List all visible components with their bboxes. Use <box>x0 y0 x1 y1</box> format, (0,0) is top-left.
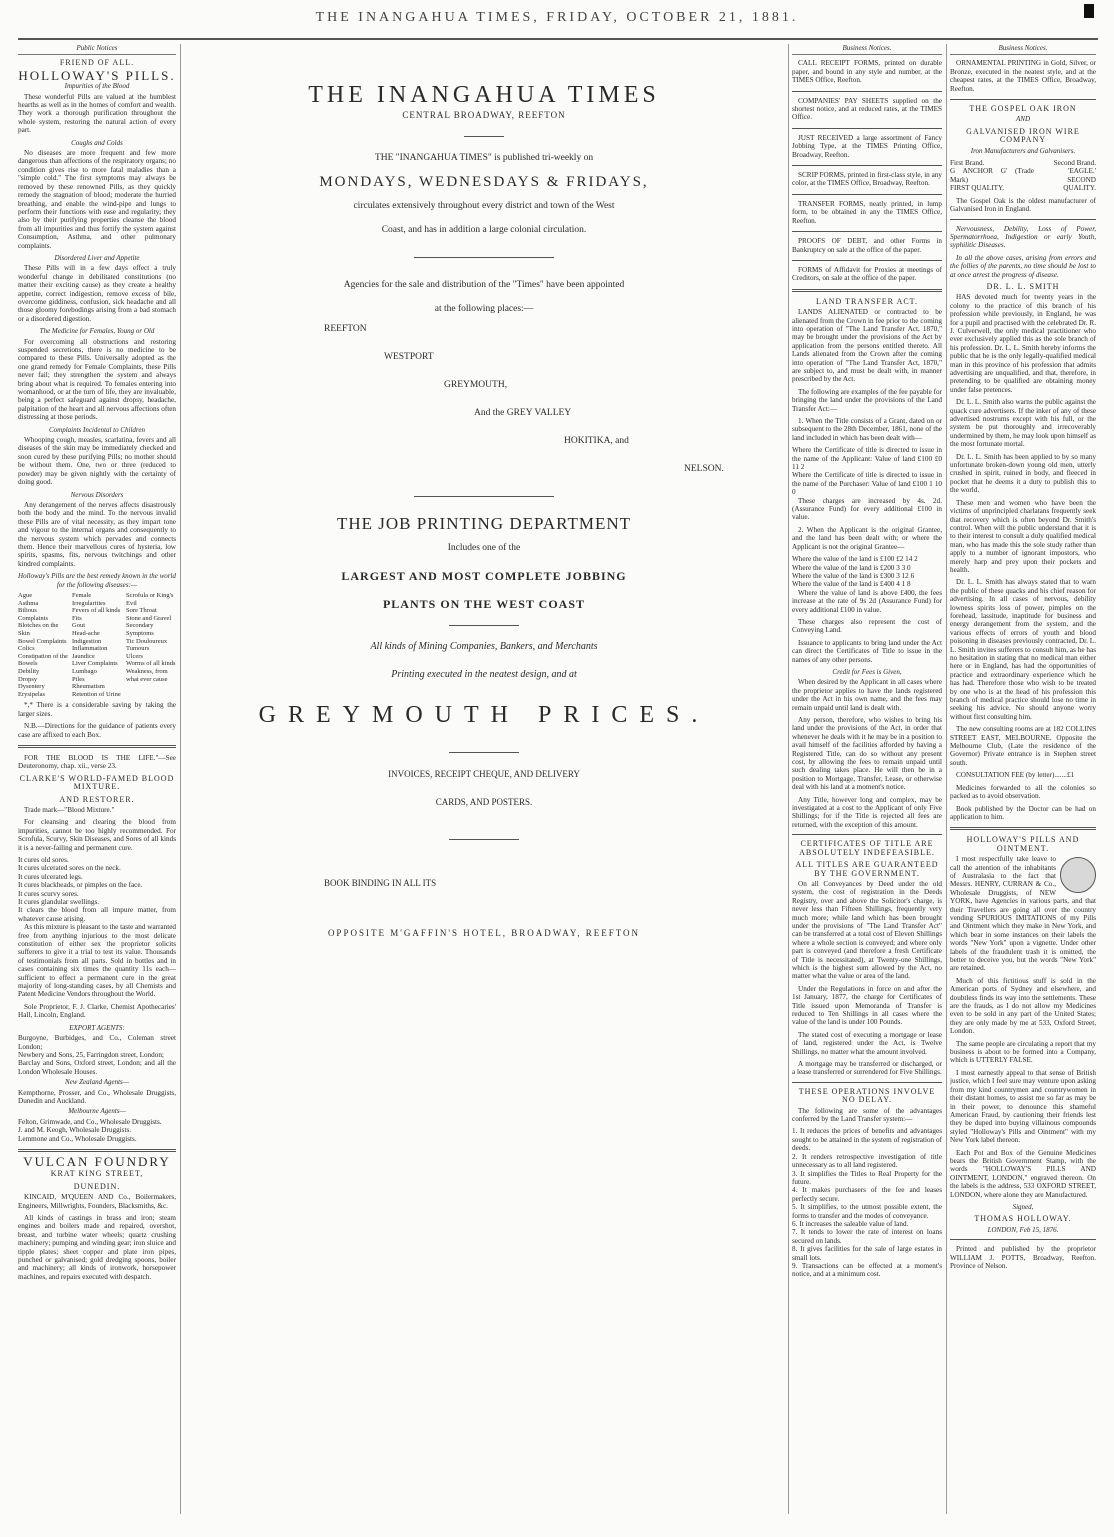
circulation-line: Coast, and has in addition a large colonial circulation. <box>381 225 587 235</box>
paragraph: Sole Proprietor, F. J. Clarke, Chemist Apothecaries' Hall, Lincoln, England. <box>18 1002 176 1020</box>
section-label: Business Notices. <box>950 44 1096 55</box>
rule <box>792 128 942 129</box>
gospel-oak-title-2: GALVANISED IRON WIRE COMPANY <box>966 126 1080 145</box>
paragraph: CONSULTATION FEE (by letter).......£1 <box>956 771 1075 780</box>
fee-label: Where the Certificate of title is directed to issue in the name of the Applicant: Value of land £100 <box>792 446 942 463</box>
paragraph: On all Conveyances by Deed under the old system, the cost of registration in the Deeds Registry, over and above the Solicitor's charge, is never less than Fifteen Shillings, frequently very much more; while land which has been brought under the provisions of "The Land Transfer Act" can be transferred at a total cost of Eleven Shillings where a whole section is conveyed; and where only part is conveyed (and therefore a fresh Certificate of Title is necessitated), at Twenty-one Shillings, which is the highest sum allowed by the Act, no matter what the value or area of the land. <box>792 879 942 981</box>
subheading: Disordered Liver and Appetite <box>54 253 140 262</box>
paragraph: The Gospel Oak is the oldest manufacturer of Galvanised Iron in England. <box>950 196 1096 214</box>
operations-heading: THESE OPERATIONS INVOLVE NO DELAY. <box>798 1086 936 1105</box>
list-item: J. and M. Keogh, Wholesale Druggists. <box>18 1126 132 1135</box>
paragraph: LANDS ALIENATED or contracted to be alienated from the Crown in fee prior to the coming into operation of "The Land Transfer Act, 1870," may be brought under the provisions of the Act by application from the persons entitled thereto. All Lands alienated from the Crown after the coming into operation of "The Land Transfer Act, 1870," are subject to, and must be dealt with, in manner prescribed by the Act. <box>792 308 942 384</box>
fee-amount: 4 1 8 <box>896 580 911 589</box>
paragraph: I most earnestly appeal to that sense of British justice, which I feel sure may venture upon asking from my kind countrymen and countrywomen in their distant homes, to assist me so far as may be in their power, to denounce this shameful American Fraud, by cautioning their friends lest they be duped into buying villainous compounds styled "Holloway's Pills and Ointment" with my New York label thereon. <box>950 1068 1096 1145</box>
paper-title: THE INANGAHUA TIMES <box>308 82 660 108</box>
disease-item: Piles <box>72 675 85 683</box>
paragraph: These charges also represent the cost of Conveying Land. <box>792 617 942 635</box>
paragraph: Book published by the Doctor can be had on application to him. <box>950 804 1096 821</box>
paragraph: I most respectfully take leave to call the attention of the inhabitants of Australasia to the fact that Messrs. HENRY, CURRAN & Co., Wholesale Druggists, of NEW YORK, have Agencies in various parts, and that their Travellers are going all over the country vending SPURIOUS IMITATIONS of my Pills and Ointment which they make in New York, and which bear in some instances on their labels the words "New York" upon a vignette. Under other labels of the fraudulent trash it is omitted, the better to deceive you, but the words "New York" are retained. <box>950 855 1096 973</box>
paragraph: These wonderful Pills are valued at the humblest hearths as well as in the homes of comfort and wealth. They work a thorough purification throughout the whole system, restoring the natural action of every part. <box>18 92 176 135</box>
paragraph: In all the above cases, arising from errors and the follies of the parents, no time should be lost to at once arrest the progress of disease. <box>950 253 1096 279</box>
rule <box>792 1082 942 1083</box>
list-item: 8. It gives facilities for the sale of large estates in small lots. <box>792 1245 942 1262</box>
section-label: Business Notices. <box>792 44 942 55</box>
rule <box>449 752 519 753</box>
scrip-forms-ad: SCRIP FORMS, printed in first-class style, in any color, at the TIMES Office, Broadway, Reefton. <box>792 171 942 188</box>
agents-list <box>18 1118 176 1143</box>
best-remedy: Holloway's Pills are the best remedy known in the world for the following diseases:— <box>18 572 176 589</box>
disease-item: Stone and Gravel <box>126 614 172 622</box>
places-intro: at the following places:— <box>434 304 534 314</box>
call-receipt-ad: CALL RECEIPT FORMS, printed on durable paper, and bound in any style and number, at the TIMES Office, Reefton. <box>792 59 942 85</box>
paragraph: Each Pot and Box of the Genuine Medicines bears the British Government Stamp, with the words "HOLLOWAY'S PILLS AND OINTMENT, LONDON," engraved thereon. On the labels is the address, 533 OXFORD STREET, LONDON, where alone they are Manufactured. <box>950 1148 1096 1199</box>
greymouth-prices: GREYMOUTH PRICES. <box>258 702 710 728</box>
list-item: It cures scurvy sores. <box>18 889 79 898</box>
fee-amount: £2 14 2 <box>896 555 918 564</box>
disease-item: Gout <box>72 622 85 630</box>
disease-item: Colics <box>18 645 35 653</box>
subheading: The Medicine for Females, Young or Old <box>39 327 155 336</box>
imprint: Printed and published by the proprietor WILLIAM J. POTTS, Broadway, Reefton. Province of Nelson. <box>950 1245 1096 1270</box>
paragraph: Medicines forwarded to all the colonies so packed as to avoid observation. <box>950 783 1096 801</box>
brands-table <box>950 159 1096 193</box>
disease-item: Fevers of all kinds <box>72 607 121 615</box>
place-item: HOKITIKA, and <box>564 436 629 446</box>
list-item: 1. It reduces the prices of benefits and advantages sought to be attained in the system of registration of deeds. <box>792 1127 942 1153</box>
paragraph: HAS devoted much for twenty years in the colony to the practice of this branch of his profession while previously, in England, he was for a pupil and practised with the celebrated Dr. R. J. Culverwell, the only medical practitioner who ever exclusively applied this as the sole branch of his profession. Dr. L. L. Smith hereby informs the public that he is the only legally-qualified medical man in this province of his profession that admits advertising are unqualified, and that, therefore, in pretending to be qualified are obtaining money under false pretences. <box>950 293 1096 394</box>
paragraph: *,* There is a considerable saving by taking the larger sizes. <box>18 701 176 718</box>
rule <box>950 219 1096 220</box>
fee-label: Where the value of the land is £100 <box>792 555 895 564</box>
signature: THOMAS HOLLOWAY. <box>974 1214 1072 1224</box>
fee-row <box>792 580 942 588</box>
cures-list <box>18 856 176 923</box>
list-item: It cures ulcerated sores on the neck. <box>18 864 121 873</box>
plants-line: PLANTS ON THE WEST COAST <box>382 597 586 611</box>
paragraph: The following are some of the advantages conferred by the Land Transfer system:— <box>792 1106 942 1124</box>
cards-line: CARDS, AND POSTERS. <box>435 797 533 807</box>
disease-item: Tumours <box>126 645 150 653</box>
rule <box>449 839 519 840</box>
column-rule <box>180 44 181 1514</box>
list-item: It clears the blood from all impure matter, from whatever cause arising. <box>18 906 176 923</box>
holloway-notice-title: HOLLOWAY'S PILLS AND OINTMENT. <box>966 835 1080 853</box>
brand-col <box>1034 159 1096 193</box>
disease-item: Ague <box>18 591 33 599</box>
affidavit-ad: FORMS of Affidavit for Proxies at meetings of Creditors, on sale at the office of the paper. <box>792 265 942 283</box>
rule <box>18 745 176 748</box>
rule <box>464 136 504 137</box>
paragraph: 1. When the Title consists of a Grant, dated on or subsequent to the 28th December, 1861, none of the land included in which has been dealt with— <box>792 417 942 442</box>
paragraph: The new consulting rooms are at 182 COLLINS STREET EAST, MELBOURNE. Opposite the Melbourne Club, (Late the residence of the Governor) Private entrance is in Stephen street south. <box>950 725 1096 767</box>
fee-amount: 3 12 6 <box>896 571 915 580</box>
subheading: Complaints Incidental to Children <box>49 425 145 434</box>
job-printing-heading: THE JOB PRINTING DEPARTMENT <box>336 514 632 533</box>
section-label: Public Notices <box>18 44 176 55</box>
list-item: Newbery and Sons, 25, Farringdon street, London; <box>18 1050 164 1059</box>
rule <box>792 165 942 166</box>
gospel-oak-title: THE GOSPEL OAK IRON <box>969 104 1077 114</box>
brand-item: SECOND QUALITY. <box>1063 175 1096 193</box>
disease-item: Ulcers <box>126 652 143 660</box>
all-kinds-line: All kinds of Mining Companies, Bankers, and Merchants <box>370 641 598 652</box>
paragraph: Where the value of land is above £400, the fees increase at the rate of 9s 2d (Assurance Fund) for every additional £100 in value. <box>792 588 942 614</box>
brand-item: 'EAGLE.' <box>1068 167 1096 176</box>
fee-label: Where the value of the land is £400 <box>792 580 895 589</box>
disease-item: Female Irregularities <box>72 591 106 607</box>
disease-item: Constipation of the Bowels <box>18 652 68 668</box>
disease-item: Rheumatism <box>72 683 105 691</box>
places-list <box>184 322 784 476</box>
list-item: Kempthorne, Prosser, and Co., Wholesale Druggists, Dunedin and Auckland. <box>18 1088 176 1105</box>
rule <box>792 91 942 92</box>
subheading: Nervous Disorders <box>70 490 124 499</box>
paper-address: CENTRAL BROADWAY, REEFTON <box>402 110 566 120</box>
fee-label: Where the value of the land is £300 <box>792 571 895 580</box>
column-rule <box>946 44 947 1514</box>
paragraph: Trade mark—"Blood Mixture." <box>24 805 115 814</box>
list-item: 2. It renders retrospective investigation of title unnecessary as to all land registered. <box>792 1152 942 1170</box>
rule <box>449 625 519 626</box>
disease-item: Debility <box>18 667 40 675</box>
corner-mark <box>1084 4 1094 18</box>
fee-amount: £0 11 2 <box>792 454 942 472</box>
brand-col <box>950 159 1034 193</box>
disease-item: Liver Complaints <box>72 660 118 668</box>
rule <box>792 834 942 835</box>
paragraph: Dr. L. L. Smith has always stated that to warn the public of these quacks and his chief reason for advertising. In all cases of nervous, debility lowness spirits loss of power, pimples on the forehead, lassitude, inaptitude for business and energy derangement from the system, and the various effects of errors of youth and blood poisoning in diseases previously contracted, Dr. L. L. Smith invites sufferers to consult him, as he has no hesitation in stating that no medical man either here or in England, has had the opportunities of practice and extraordinary experience which he has had. Therefore those who wish to be treated by one who is at the head of his profession this branch of medical practice should lose no time in seeking his advice. No should anyone worry without first consulting him. <box>950 578 1096 721</box>
place-item: REEFTON <box>324 324 367 334</box>
list-item: Lemmone and Co., Wholesale Druggists. <box>18 1134 137 1143</box>
list-item: It cures blackheads, or pimples on the face. <box>18 881 143 890</box>
list-item: 9. Transactions can be effected at a moment's notice, and at a minimum cost. <box>792 1261 942 1279</box>
rule <box>792 194 942 195</box>
disease-item: Weakness, from what ever cause <box>126 667 168 683</box>
holloway-title: HOLLOWAY'S PILLS. <box>18 67 176 83</box>
friend-heading: FRIEND OF ALL. <box>59 58 135 68</box>
right-column-1 <box>792 44 942 1279</box>
disease-item: Sore Throat <box>126 607 157 615</box>
printing-line: Printing executed in the neatest design, and at <box>391 669 577 680</box>
vulcan-city: DUNEDIN. <box>73 1181 121 1191</box>
fee-row <box>792 555 942 563</box>
fee-amount: 1 10 0 <box>792 479 942 497</box>
type-ad: JUST RECEIVED a large assortment of Fancy Jobbing Type, at the TIMES Printing Office, Broadway, Reefton. <box>792 133 942 159</box>
subheading: Coughs and Colds <box>71 138 123 147</box>
paragraph: Much of this fictitious stuff is sold in the American ports of Sydney and elsewhere, and doubtless finds its way into the settlements. These are the frauds, as I do not allow my Medicines even to be sold in any part of the United States; they are only made by me at 533, Oxford Street, London. <box>950 976 1096 1036</box>
list-item: 7. It tends to lower the rate of interest on loans secured on lands. <box>792 1228 942 1245</box>
place-item: And the GREY VALLEY <box>474 408 572 418</box>
list-item: 5. It simplifies, to the utmost possible extent, the forms to transfer and the modes of conveyance. <box>792 1203 942 1220</box>
list-item: Burgoyne, Burbidges, and Co., Coleman street London; <box>18 1034 176 1051</box>
list-item: 6. It increases the saleable value of land. <box>792 1219 909 1228</box>
agents-list <box>18 1034 176 1076</box>
disease-item: Dropsy <box>18 675 38 683</box>
paragraph: All kinds of castings in brass and iron; steam engines and boilers made and repaired, overshot, breast, and turbine water wheels; quartz crushing machinery; pumping and winding gear; iron sluice and tipple plates; sheet copper and plate iron pipes, punched or galvanised; gold dredging spoons, boiler and machinery; all kinds of ironwork, horsepower machines, and repairs executed with despatch. <box>18 1214 176 1281</box>
brand-item: First Brand. <box>950 159 985 168</box>
land-transfer-title: LAND TRANSFER ACT. <box>816 296 918 306</box>
includes-line: Includes one of the <box>447 543 521 553</box>
subheading: EXPORT AGENTS: <box>69 1023 125 1032</box>
disease-item: Head-ache <box>72 629 100 637</box>
paragraph: Under the Regulations in force on and after the 1st January, 1877, the charge for Certificates of Title issued upon Memoranda of Transfer is reduced to Ten Shillings in all cases where the value of the land is under 100 Pounds. <box>792 984 942 1027</box>
paragraph: Whooping cough, measles, scarlatina, fevers and all diseases of the skin may be immediately checked and soon cured by these purifying Pills; no mother should be without them. One, two or three (reduced to powder) may be given nightly with the certainty of doing good. <box>18 436 176 487</box>
list-item: 4. It makes purchasers of the fee and leases perfectly secure. <box>792 1186 942 1203</box>
top-rule <box>18 38 1098 40</box>
paragraph: The following are examples of the fee payable for bringing the land under the provisions of the Land Transfer Act:— <box>792 387 942 413</box>
vulcan-address: KRAT KING STREET, <box>50 1169 144 1179</box>
paragraph: Issuance to applicants to bring land under the Act can direct the Certificates of Title to issue in the names of any other persons. <box>792 638 942 664</box>
rule <box>414 496 554 497</box>
paragraph: These charges are increased by 4s. 2d. (Assurance Fund) for every additional £100 in value. <box>792 496 942 522</box>
rule <box>18 1149 176 1152</box>
subheading: Credit for Fees is Given, <box>832 667 902 676</box>
paragraph: The stated cost of executing a mortgage or lease of land, registered under the Act, is Twelve Shillings, no matter what the amount involved. <box>792 1030 942 1056</box>
bookbinding-line: BOOK BINDING IN ALL ITS <box>324 878 437 888</box>
fee-amount: 3 3 0 <box>896 563 911 572</box>
disease-item: Tic Douloureux <box>126 637 168 645</box>
disease-item: Bilious Complaints <box>18 607 48 622</box>
disease-item: Retention of Urine <box>72 690 121 698</box>
rule <box>792 231 942 232</box>
advantages-list <box>792 1127 942 1278</box>
disease-item: Jaundice <box>72 652 95 660</box>
fee-row <box>792 446 942 471</box>
place-item: NELSON. <box>684 464 724 474</box>
subheading: New Zealand Agents— <box>64 1078 130 1087</box>
paragraph: No diseases are more frequent and few more dangerous than affections of the respiratory organs; no condition gives rise to more fatal maladies than a "simple cold." The first symptoms may always be removed by these renowned Pills, as they quickly remedy the stagnation of blood; moderate the hurried breathing, and enable the wind-pipe and lungs to perform their functions with ease and regularity; they also by their purifying properties cleanse the blood from all impurities and thus fortify the system against Consumption, Asthma, and other pulmonary complaints. <box>18 149 176 250</box>
clarke-title: CLARKE'S WORLD-FAMED BLOOD MIXTURE. <box>19 773 175 792</box>
paragraph: These Pills will in a few days effect a truly wonderful change in debilitated constitutions (no matter their exciting cause) as they create a healthy appetite, correct indigestion, remove excess of bile, overcome giddiness, confusion, sick headache and all those gloomy forebodings arising from a bad stomach or a disordered digestion. <box>18 264 176 323</box>
paragraph: For cleansing and clearing the blood from impurities, cannot be too highly recommended. For Scrofula, Scurvy, Skin Diseases, and Sores of all kinds it is a never-failing and permanent cure. <box>18 818 176 852</box>
stamp-seal-icon <box>1060 857 1096 893</box>
subheading: Melbourne Agents— <box>68 1107 126 1116</box>
paragraph: Any derangement of the nerves affects disastrously both the body and the mind. To the nervous invalid these Pills are of vital necessity, as they impart tone and vigour to the internal organs and consequently to the nervous system which pervades and connects them. Hence their marvellous cures of hysteria, low spirits, spasms, fits, nervous twitchings and other kindred complaints. <box>18 500 176 568</box>
disease-item: Bowel Complaints <box>18 637 67 645</box>
rule <box>950 99 1096 100</box>
rule <box>950 1239 1096 1240</box>
agents-list <box>18 1089 176 1106</box>
disease-item: Indigestion <box>72 637 102 645</box>
transfer-forms-ad: TRANSFER FORMS, neatly printed, in lump form, to be obtained in any the TIMES Office, Reefton. <box>792 199 942 225</box>
ornamental-printing-ad: ORNAMENTAL PRINTING in Gold, Silver, or Bronze, executed in the neatest style, and at the cheapest rates, at the TIMES Office, Broadway, Reefton. <box>950 59 1096 93</box>
fee-label: Where the value of the land is £200 <box>792 563 895 572</box>
signed-label: Signed, <box>1012 1202 1034 1211</box>
paragraph: The same people are circulating a report that my business is about to be formed into a Company, which is UTTERLY FALSE. <box>950 1039 1096 1065</box>
paragraph: N.B.—Directions for the guidance of patients every case are affixed to each Box. <box>18 722 176 739</box>
brand-item: FIRST QUALITY. <box>950 184 1005 193</box>
disease-item: Secondary Symptoms <box>126 622 154 637</box>
publication-days: MONDAYS, WEDNESDAYS & FRIDAYS, <box>319 174 649 190</box>
list-item: 3. It simplifies the Titles to Real Property for the future. <box>792 1169 942 1186</box>
guaranteed-heading: ALL TITLES ARE GUARANTEED BY THE GOVERNMENT. <box>795 860 939 878</box>
list-item: It cures old sores. <box>18 855 69 864</box>
fee-label: Where the Certificate of title is directed to issue in the name of the Purchaser: Value of land £100 <box>792 471 942 488</box>
paragraph: Dr. L. L. Smith also warns the public against the quack cure advertisers. If the inker of any of these advertised nostrums except with his full, or the system be put thoroughly and irrecoverably undermined by them, he may look upon himself as the most fortunate mortal. <box>950 398 1096 449</box>
paragraph: As this mixture is pleasant to the taste and warranted free from anything injurious to the most delicate constitution of either sex the proprietor solicits sufferers to give it a trial to test its value. Thousands of testimonials from all parts. Sold in bottles and in cases containing six times the quantity 11s each—sufficient to effect a permanent cure in the great majority of long-standing cases, by all Chemists and Patent Medicine Vendors throughout the World. <box>18 923 176 999</box>
manufacturers-line: Iron Manufacturers and Galvanisers. <box>970 146 1076 155</box>
paragraph: A mortgage may be transferred or discharged, or a lease transferred or surrendered for Five Shillings. <box>792 1060 942 1077</box>
disease-item: Scrofula or King's Evil <box>126 591 174 607</box>
gospel-and: AND <box>1016 115 1030 124</box>
restorer-heading: AND RESTORER. <box>59 794 135 804</box>
invoices-line: INVOICES, RECEIPT CHEQUE, AND DELIVERY <box>388 769 580 779</box>
left-column <box>18 44 176 1285</box>
disease-item: Dysentery <box>18 683 45 691</box>
proofs-ad: PROOFS OF DEBT, and other Forms in Bankruptcy on sale at the office of the paper. <box>792 237 942 254</box>
pay-sheets-ad: COMPANIES' PAY SHEETS supplied on the shortest notice, and at reduced rates, at the TIMES Office. <box>792 96 942 122</box>
circulation-line: circulates extensively throughout every district and town of the West <box>353 201 615 211</box>
fee-row <box>792 572 942 580</box>
place-item: WESTPORT <box>384 352 434 362</box>
list-item: It cures ulcerated legs. <box>18 872 83 881</box>
paragraph: Nervousness, Debility, Loss of Power, Spermatorrhoea, Indigestion or early Youth, syphilitic Diseases. <box>950 224 1096 250</box>
list-item: Felton, Grimwade, and Co., Wholesale Druggists. <box>18 1117 162 1126</box>
subheading: Impurities of the Blood <box>64 82 130 91</box>
vulcan-title: VULCAN FOUNDRY <box>23 1153 171 1169</box>
paragraph: Any person, therefore, who wishes to bring his land under the provisions of the Act, in order that whenever he deals with it he may be in a position to avail himself of the facilities afforded by having a Registered Title, can do so without any present cost, by allowing the fees to remain unpaid until such dealing takes place. He will then be in a position to Mortgage, Transfer, Lease, or otherwise deal with his land at a moment's notice. <box>792 716 942 792</box>
disease-item: Erysipelas <box>18 690 46 698</box>
list-item: Barclay and Sons, Oxford street, London; and all the London Wholesale Houses. <box>18 1059 176 1076</box>
paragraph: When desired by the Applicant in all cases where the proprietor applies to have the lands registered under the Act in his own name, and the fees may remain unpaid until land is dealt with. <box>792 678 942 712</box>
rule <box>792 260 942 261</box>
disease-list <box>18 592 176 698</box>
fee-row <box>792 471 942 496</box>
rule <box>792 289 942 292</box>
published-line: THE "INANGAHUA TIMES" is published tri-weekly on <box>374 153 594 163</box>
paragraph: 2. When the Applicant is the original Grantee, and the land has been dealt with; or where the Applicant is not the original Grantee— <box>792 525 942 551</box>
paragraph: Any Title, however long and complex, may be investigated at a cost to the Applicant of only Five Shillings; for if the Title is rejected all fees are returned, with the exception of this amount. <box>792 795 942 829</box>
masthead: THE INANGAHUA TIMES, FRIDAY, OCTOBER 21, 1881. <box>315 10 799 25</box>
paragraph: FOR THE BLOOD IS THE LIFE."—See Deuteronomy, chap. xii., verse 23. <box>18 753 176 771</box>
disease-item: Fits <box>72 614 82 622</box>
fee-row <box>792 564 942 572</box>
disease-item: Lumbago <box>72 667 97 675</box>
rule <box>950 827 1096 830</box>
brand-item: Second Brand. <box>1053 159 1096 168</box>
dr-smith-title: DR. L. L. SMITH <box>986 281 1060 291</box>
column-rule <box>788 44 789 1514</box>
rule <box>414 257 554 258</box>
disease-item: Asthma <box>18 599 39 607</box>
agencies-line: Agencies for the sale and distribution of the "Times" have been appointed <box>343 280 625 290</box>
paragraph: KINCAID, M'QUEEN AND Co., Boilermakers, Engineers, Millwrights, Founders, Blacksmiths, &c. <box>18 1193 176 1210</box>
largest-line: LARGEST AND MOST COMPLETE JOBBING <box>341 569 627 583</box>
certificates-heading: CERTIFICATES OF TITLE ARE ABSOLUTELY INDEFEASIBLE. <box>799 839 935 857</box>
place-item: GREYMOUTH, <box>444 380 508 390</box>
center-column <box>184 44 784 940</box>
list-item: It cures glandular swellings. <box>18 898 100 906</box>
disease-item: Worms of all kinds <box>126 660 176 668</box>
paragraph: For overcoming all obstructions and restoring suspended secretions, there is no medicine to be compared to these Pills. Universally adopted as the one grand remedy for Female Complaints, these Pills never fail; they strengthen the system and always bring about what is required. To females entering into womanhood, or at the turn of life, they are invaluable, being a perfect safeguard against dropsy, headache, palpitation of the heart and all nervous affections often distressing at those periods. <box>18 337 176 422</box>
right-column-2 <box>950 44 1096 1274</box>
dateline: LONDON, Feb 15, 1876. <box>987 1225 1059 1234</box>
paragraph: These men and women who have been the victims of unprincipled charlatans frequently seek that recovery which is often beyond Dr. Smith's control. When will the public understand that it is to their interest to consult a duly qualified medical man, who has made this the sole study rather than apply to a number of ignorant impostors, who merely harp and prey upon their pockets and health. <box>950 498 1096 574</box>
disease-item: Blotches on the Skin <box>18 622 59 637</box>
office-address: OPPOSITE M'GAFFIN'S HOTEL, BROADWAY, REEFTON <box>327 928 641 938</box>
disease-item: Inflammation <box>72 645 108 653</box>
paragraph: Dr. L. L. Smith has been applied to by so many unfortunate broken-down young old men, utterly crushed in spirit, ruined in body, and fleeced in pocket that he deems it a duty to publish this to the world. <box>950 452 1096 495</box>
brand-item: G ANCHOR G' (Trade Mark) <box>950 167 1034 184</box>
